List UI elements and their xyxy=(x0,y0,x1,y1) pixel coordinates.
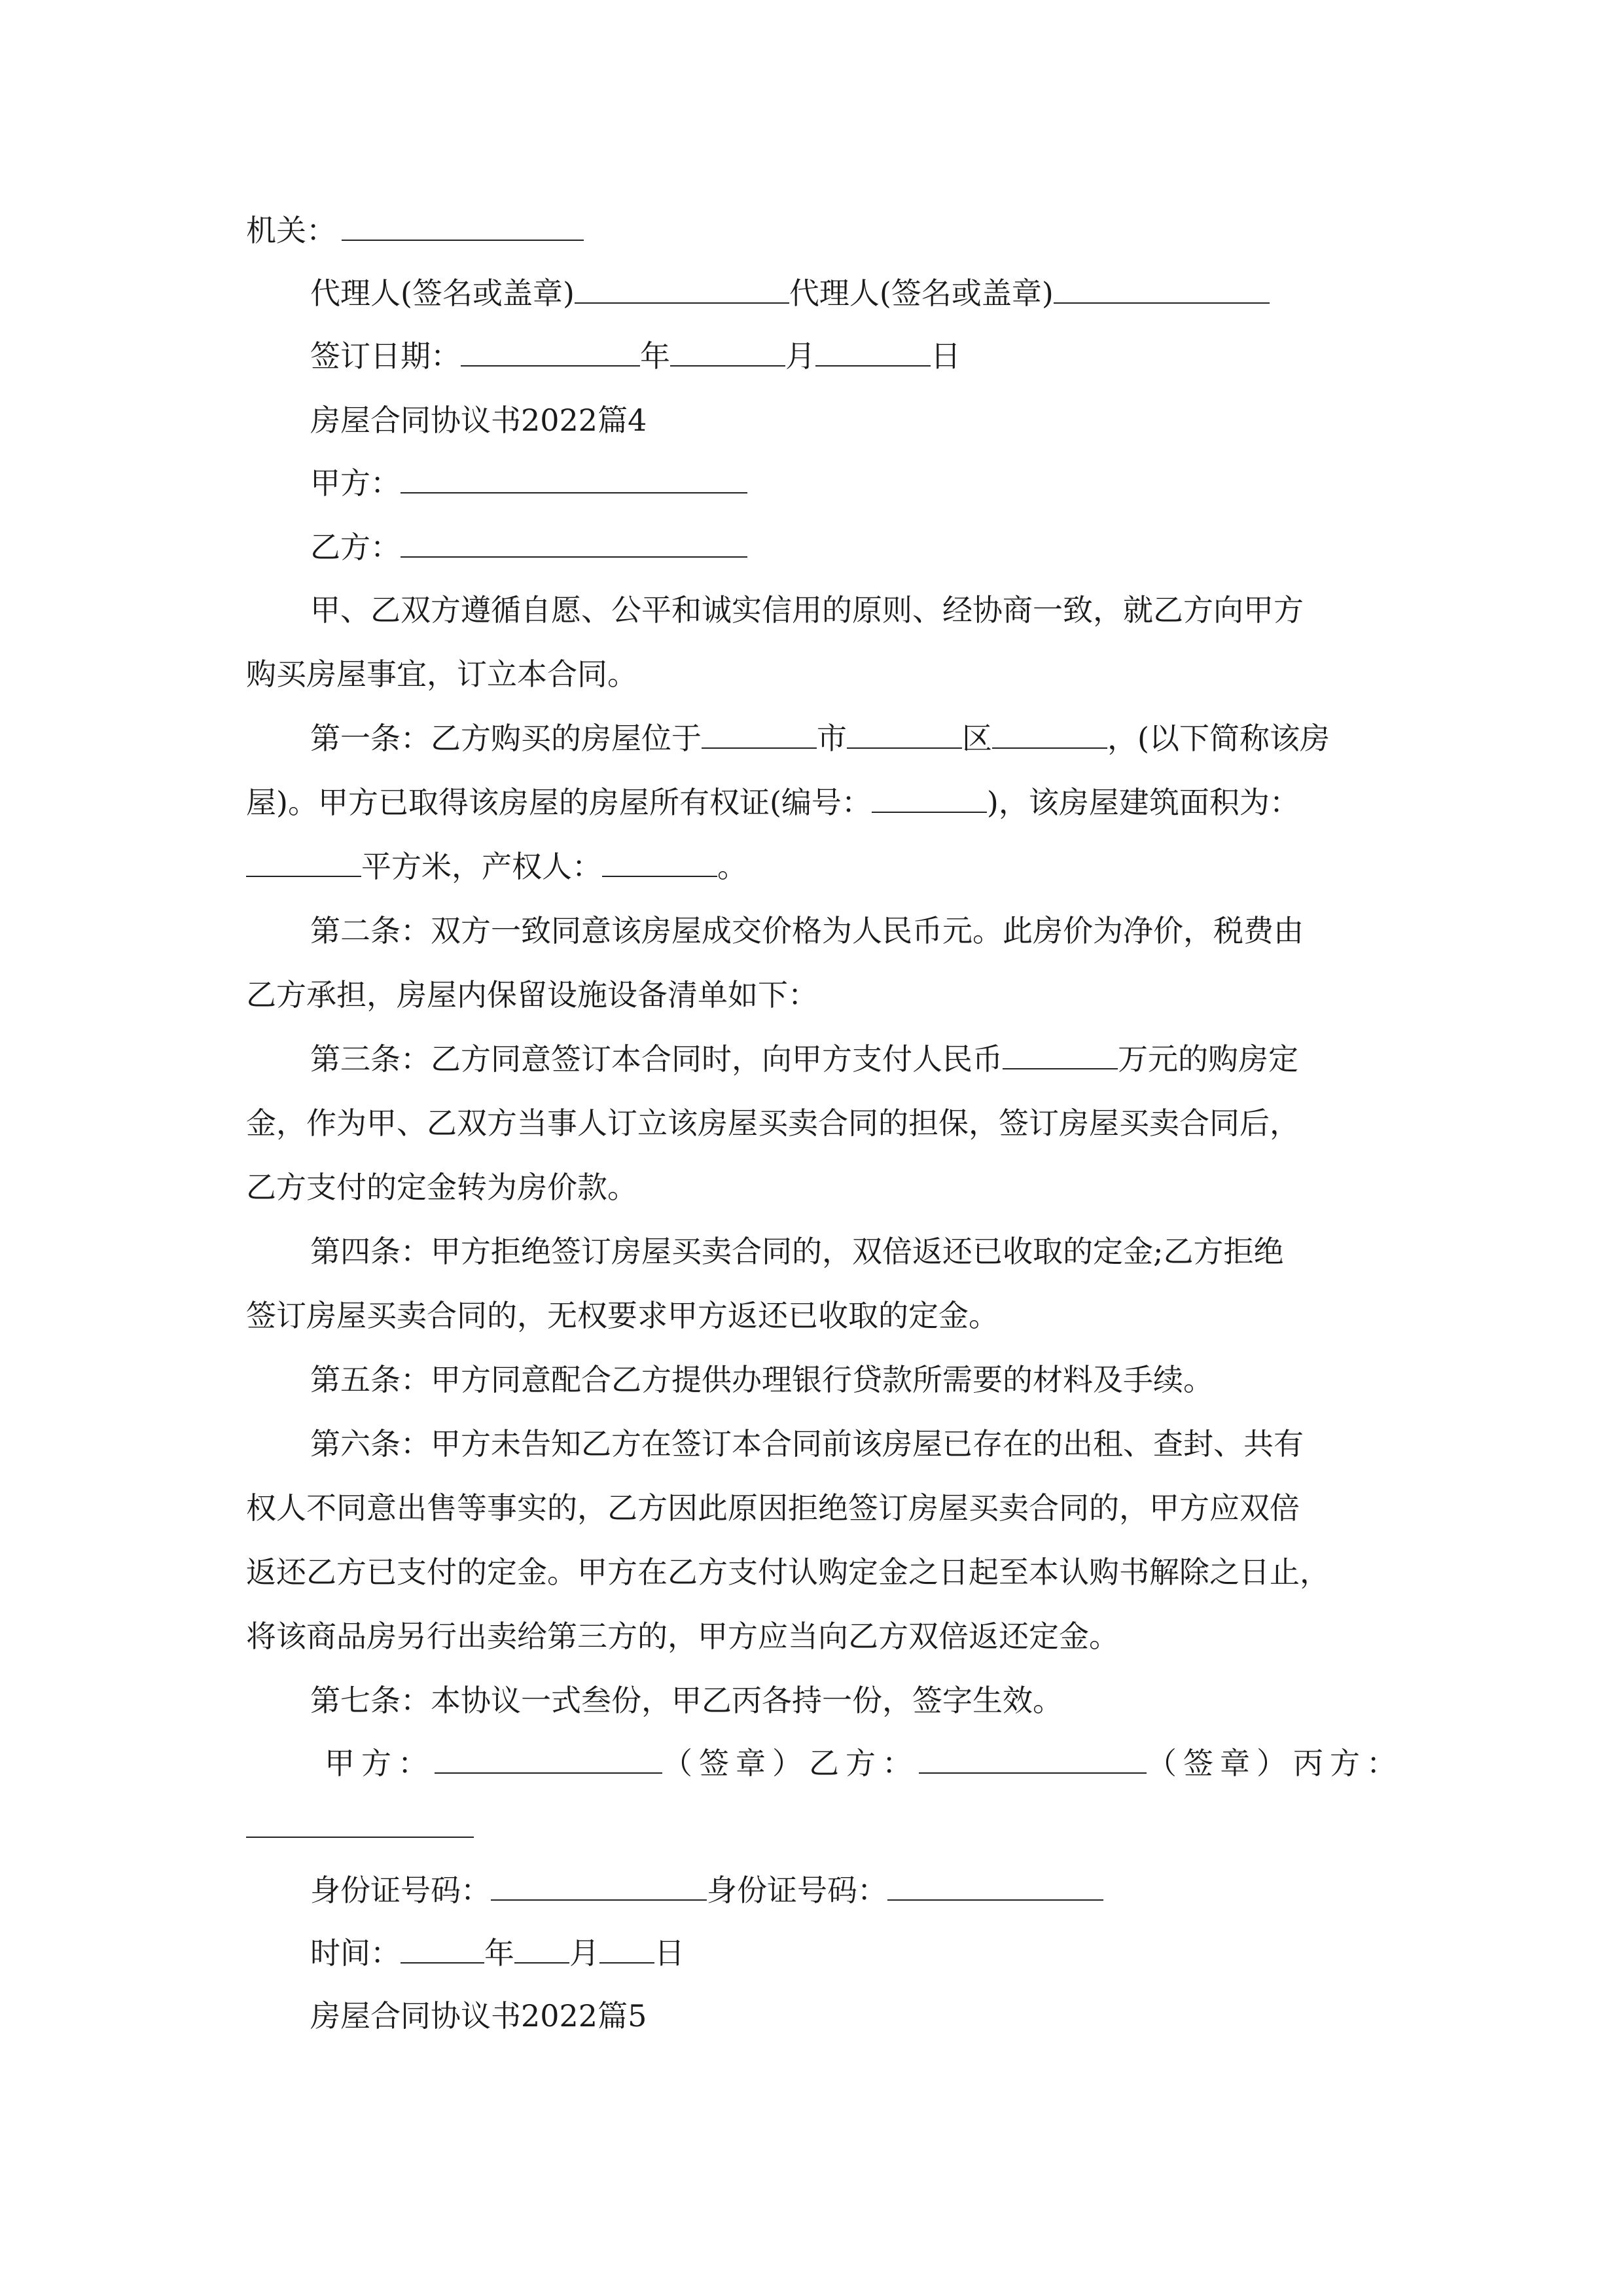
agent-a-blank[interactable] xyxy=(575,274,789,304)
sign-month-blank[interactable] xyxy=(670,336,785,367)
party-a-label: 甲方： xyxy=(310,465,401,501)
city-blank[interactable] xyxy=(702,719,817,749)
month-label: 月 xyxy=(785,338,815,374)
party-a-line xyxy=(310,463,747,503)
id-a-blank[interactable] xyxy=(491,1871,707,1901)
article-3-line-1 xyxy=(310,1039,1298,1079)
authority-line xyxy=(246,211,584,250)
time-day-label: 日 xyxy=(654,1935,685,1971)
district-blank[interactable] xyxy=(847,719,962,749)
article-4-line-1: 第四条：甲方拒绝签订房屋买卖合同的，双倍返还已收取的定金;乙方拒绝 xyxy=(310,1234,1284,1269)
signature-line xyxy=(325,1744,1403,1783)
signature-party-a-label: 甲方： xyxy=(325,1746,435,1781)
agent-b-label: 代理人(签名或盖章) xyxy=(789,276,1054,311)
sign-year-blank[interactable] xyxy=(461,336,640,367)
signature-party-c-blank[interactable] xyxy=(246,1837,474,1838)
authority-label: 机关： xyxy=(246,213,336,248)
day-label: 日 xyxy=(931,338,961,374)
article-2-line-2: 乙方承担，房屋内保留设施设备清单如下： xyxy=(246,977,818,1013)
sign-date-label: 签订日期： xyxy=(310,338,461,374)
time-year-label: 年 xyxy=(484,1935,514,1971)
article-1-line-3 xyxy=(246,847,747,886)
signature-party-b-blank[interactable] xyxy=(919,1744,1147,1774)
deposit-amount-blank[interactable] xyxy=(1003,1039,1118,1069)
id-b-label: 身份证号码： xyxy=(707,1873,887,1908)
id-b-blank[interactable] xyxy=(887,1871,1103,1901)
article-5-line-1: 第五条：甲方同意配合乙方提供办理银行贷款所需要的材料及手续。 xyxy=(310,1362,1213,1397)
article-4-line-2: 签订房屋买卖合同的，无权要求甲方返还已收取的定金。 xyxy=(246,1298,999,1333)
article-6-line-4: 将该商品房另行出卖给第三方的，甲方应当向乙方双倍返还定金。 xyxy=(246,1619,1119,1654)
sign-date-line xyxy=(310,336,961,376)
section-title-4: 房屋合同协议书2022篇4 xyxy=(310,403,647,438)
intro-line-2: 购买房屋事宜，订立本合同。 xyxy=(246,656,637,692)
signature-party-c-label: （签章）丙方： xyxy=(1147,1746,1403,1781)
article-6-line-1: 第六条：甲方未告知乙方在签订本合同前该房屋已存在的出租、查封、共有 xyxy=(310,1426,1304,1462)
party-b-label: 乙方： xyxy=(310,529,401,565)
party-b-line xyxy=(310,528,747,567)
time-year-blank[interactable] xyxy=(401,1933,484,1964)
district-label: 区 xyxy=(962,721,992,756)
city-label: 市 xyxy=(817,721,847,756)
article-1-line-2 xyxy=(246,783,1300,822)
party-b-blank[interactable] xyxy=(401,528,747,558)
owner-blank[interactable] xyxy=(602,847,717,877)
id-number-line xyxy=(310,1871,1103,1910)
time-day-blank[interactable] xyxy=(599,1933,654,1964)
article-1-text-b: ，(以下简称该房 xyxy=(1107,721,1330,756)
party-a-blank[interactable] xyxy=(401,463,747,493)
article-1-line-1 xyxy=(310,719,1330,758)
article-6-line-3: 返还乙方已支付的定金。甲方在乙方支付认购定金之日起至本认购书解除之日止， xyxy=(246,1554,1330,1590)
article-2-line-1: 第二条：双方一致同意该房屋成交价格为人民币元。此房价为净价，税费由 xyxy=(310,913,1304,948)
time-label: 时间： xyxy=(310,1935,401,1971)
agent-a-label: 代理人(签名或盖章) xyxy=(310,276,575,311)
article-6-line-2: 权人不同意出售等事实的，乙方因此原因拒绝签订房屋买卖合同的，甲方应双倍 xyxy=(246,1490,1300,1526)
intro-line-1: 甲、乙双方遵循自愿、公平和诚实信用的原则、经协商一致，就乙方向甲方 xyxy=(310,592,1304,628)
article-3-text-b: 万元的购房定 xyxy=(1118,1041,1298,1077)
article-1-text-d: )，该房屋建筑面积为： xyxy=(986,785,1300,820)
time-line xyxy=(310,1933,685,1973)
article-1-text-a: 第一条：乙方购买的房屋位于 xyxy=(310,721,702,756)
signature-party-b-label: （签章）乙方： xyxy=(662,1746,919,1781)
article-3-line-2: 金，作为甲、乙双方当事人订立该房屋买卖合同的担保，签订房屋买卖合同后， xyxy=(246,1105,1300,1141)
signature-party-a-blank[interactable] xyxy=(435,1744,662,1774)
article-7-line-1: 第七条：本协议一式叁份，甲乙丙各持一份，签字生效。 xyxy=(310,1683,1063,1718)
article-3-text-a: 第三条：乙方同意签订本合同时，向甲方支付人民币 xyxy=(310,1041,1003,1077)
agent-b-blank[interactable] xyxy=(1054,274,1270,304)
time-month-label: 月 xyxy=(569,1935,599,1971)
year-label: 年 xyxy=(640,338,670,374)
area-blank[interactable] xyxy=(246,847,361,877)
article-1-text-f: 。 xyxy=(717,849,747,884)
agent-line xyxy=(310,274,1270,313)
authority-blank[interactable] xyxy=(342,211,584,241)
certificate-number-blank[interactable] xyxy=(872,783,987,813)
time-month-blank[interactable] xyxy=(514,1933,569,1964)
section-title-5: 房屋合同协议书2022篇5 xyxy=(310,1998,647,2034)
article-1-text-e: 平方米，产权人： xyxy=(361,849,602,884)
article-3-line-3: 乙方支付的定金转为房价款。 xyxy=(246,1170,637,1205)
address-blank[interactable] xyxy=(992,719,1107,749)
id-a-label: 身份证号码： xyxy=(310,1873,491,1908)
sign-day-blank[interactable] xyxy=(815,336,931,367)
article-1-text-c: 屋)。甲方已取得该房屋的房屋所有权证(编号： xyxy=(246,785,872,820)
